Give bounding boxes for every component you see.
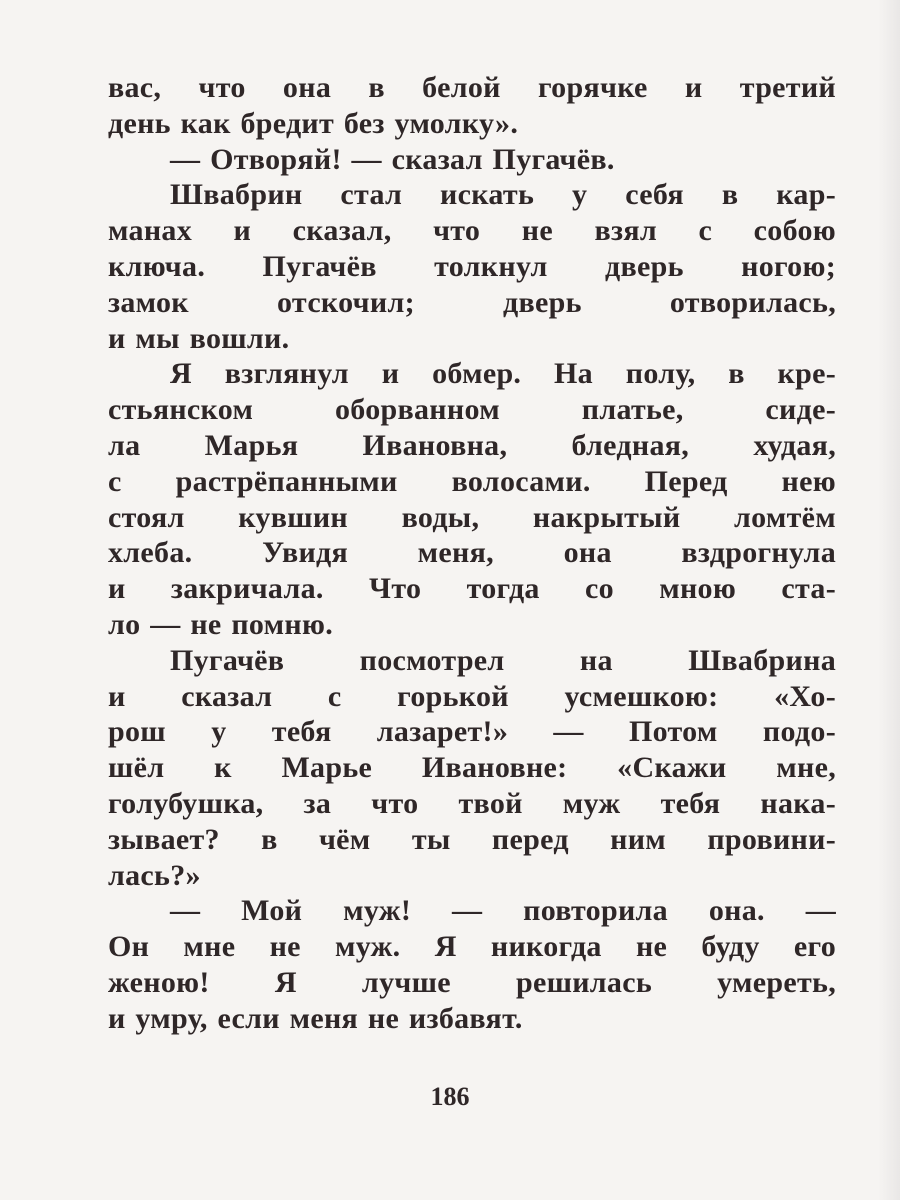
text-line: рош у тебя лазарет!» — Потом подо- [108,715,836,749]
text-line: — Отворяй! — сказал Пугачёв. [170,142,615,176]
text-line: день как бредит без умолку». [108,106,519,140]
text-line: Я взглянул и обмер. На полу, в кре- [170,357,836,391]
text-line: ключа. Пугачёв толкнул дверь ногою; [108,249,836,283]
text-line: ла Марья Ивановна, бледная, худая, [108,428,836,462]
text-line: и закричала. Что тогда со мною ста- [108,572,836,606]
text-line: шёл к Марье Ивановне: «Скажи мне, [108,751,836,785]
text-line: Швабрин стал искать у себя в кар- [170,178,836,212]
text-line: стьянском оборванном платье, сиде- [108,393,836,427]
text-line: и сказал с горькой усмешкою: «Хо- [108,679,836,713]
page-number: 186 [430,1082,470,1111]
text-line: вас, что она в белой горячке и третий [108,71,836,104]
text-line: голубушка, за что твой муж тебя нака- [108,786,836,820]
text-line: женою! Я лучше решилась умереть, [108,965,836,999]
page-text [108,70,836,1037]
text-line: ло — не помню. [108,607,333,641]
text-line: зывает? в чём ты перед ним провини- [108,822,836,856]
text-line: и мы вошли. [108,321,290,355]
text-line: стоял кувшин воды, накрытый ломтём [108,500,836,534]
text-line: лась?» [108,858,201,892]
text-line: замок отскочил; дверь отворилась, [108,285,836,319]
text-line: — Мой муж! — повторила она. — [170,894,836,928]
text-line: и умру, если меня не избавят. [108,1001,523,1035]
text-line: манах и сказал, что не взял с собою [108,214,836,248]
text-line: Пугачёв посмотрел на Швабрина [170,643,836,677]
text-line: Он мне не муж. Я никогда не буду его [108,930,836,964]
page-edge-shadow [878,0,900,1200]
text-line: хлеба. Увидя меня, она вздрогнула [108,536,836,570]
text-line: с растрёпанными волосами. Перед нею [108,464,836,498]
